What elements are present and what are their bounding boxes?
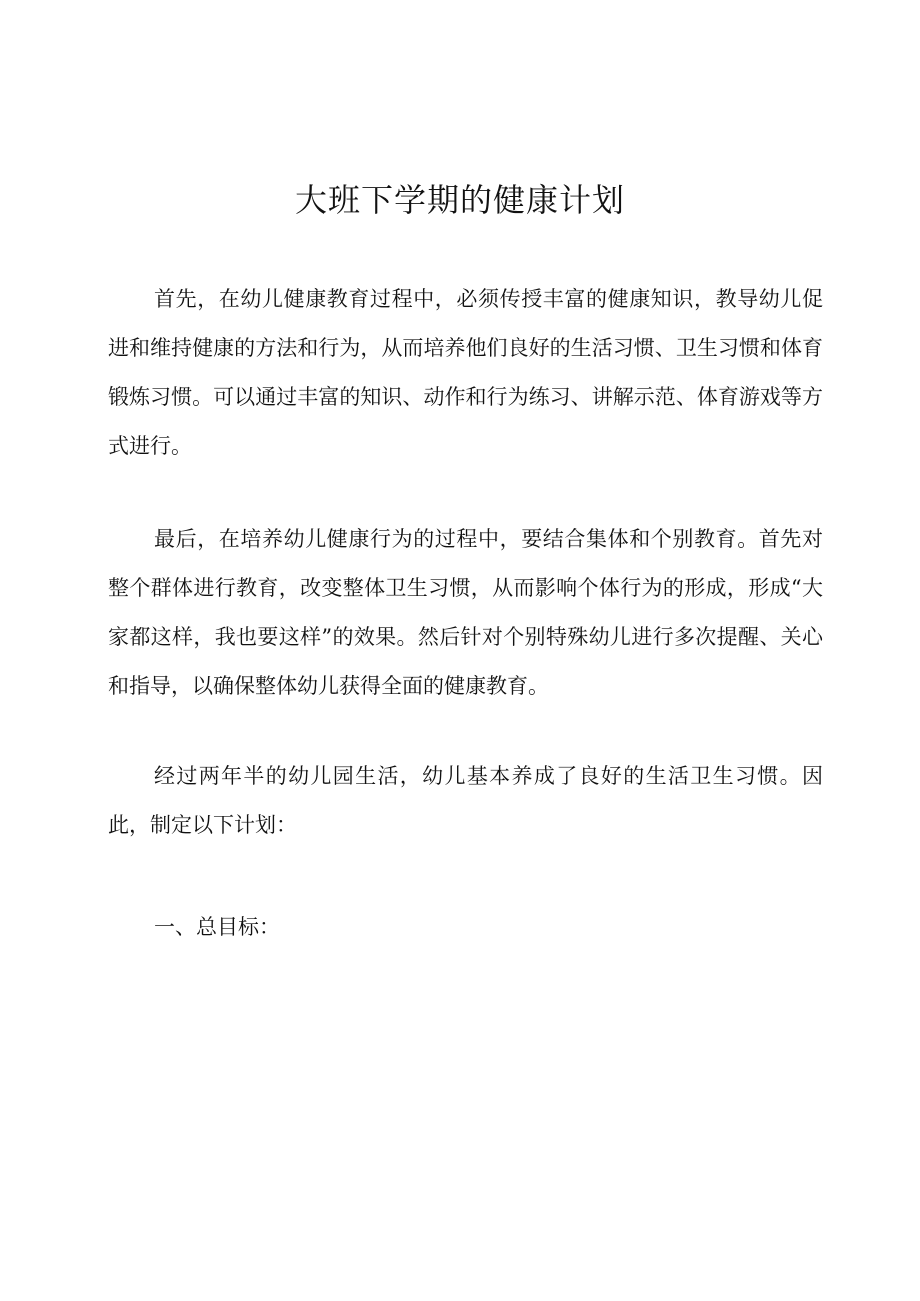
section-heading-overall-goal: 一、总目标： [154,915,280,939]
document-title: 大班下学期的健康计划 [294,181,625,219]
paragraph-plan: 经过两年半的幼儿园生活，幼儿基本养成了良好的生活卫生习惯。因此，制定以下计划： [108,764,823,837]
paragraph-behavior: 最后，在培养幼儿健康行为的过程中，要结合集体和个别教育。首先对整个群体进行教育，改变整体卫生习惯，从而影响个体行为的形成，形成“大家都这样，我也要这样”的效果。然后针对个别特殊幼儿进行多次提醒、关心和指导，以确保整体幼儿获得全面的健康教育。 [108,527,823,698]
paragraph-intro: 首先，在幼儿健康教育过程中，必须传授丰富的健康知识，教导幼儿促进和维持健康的方法和行为，从而培养他们良好的生活习惯、卫生习惯和体育锻炼习惯。可以通过丰富的知识、动作和行为练习、讲解示范、体育游戏等方式进行。 [108,287,823,458]
